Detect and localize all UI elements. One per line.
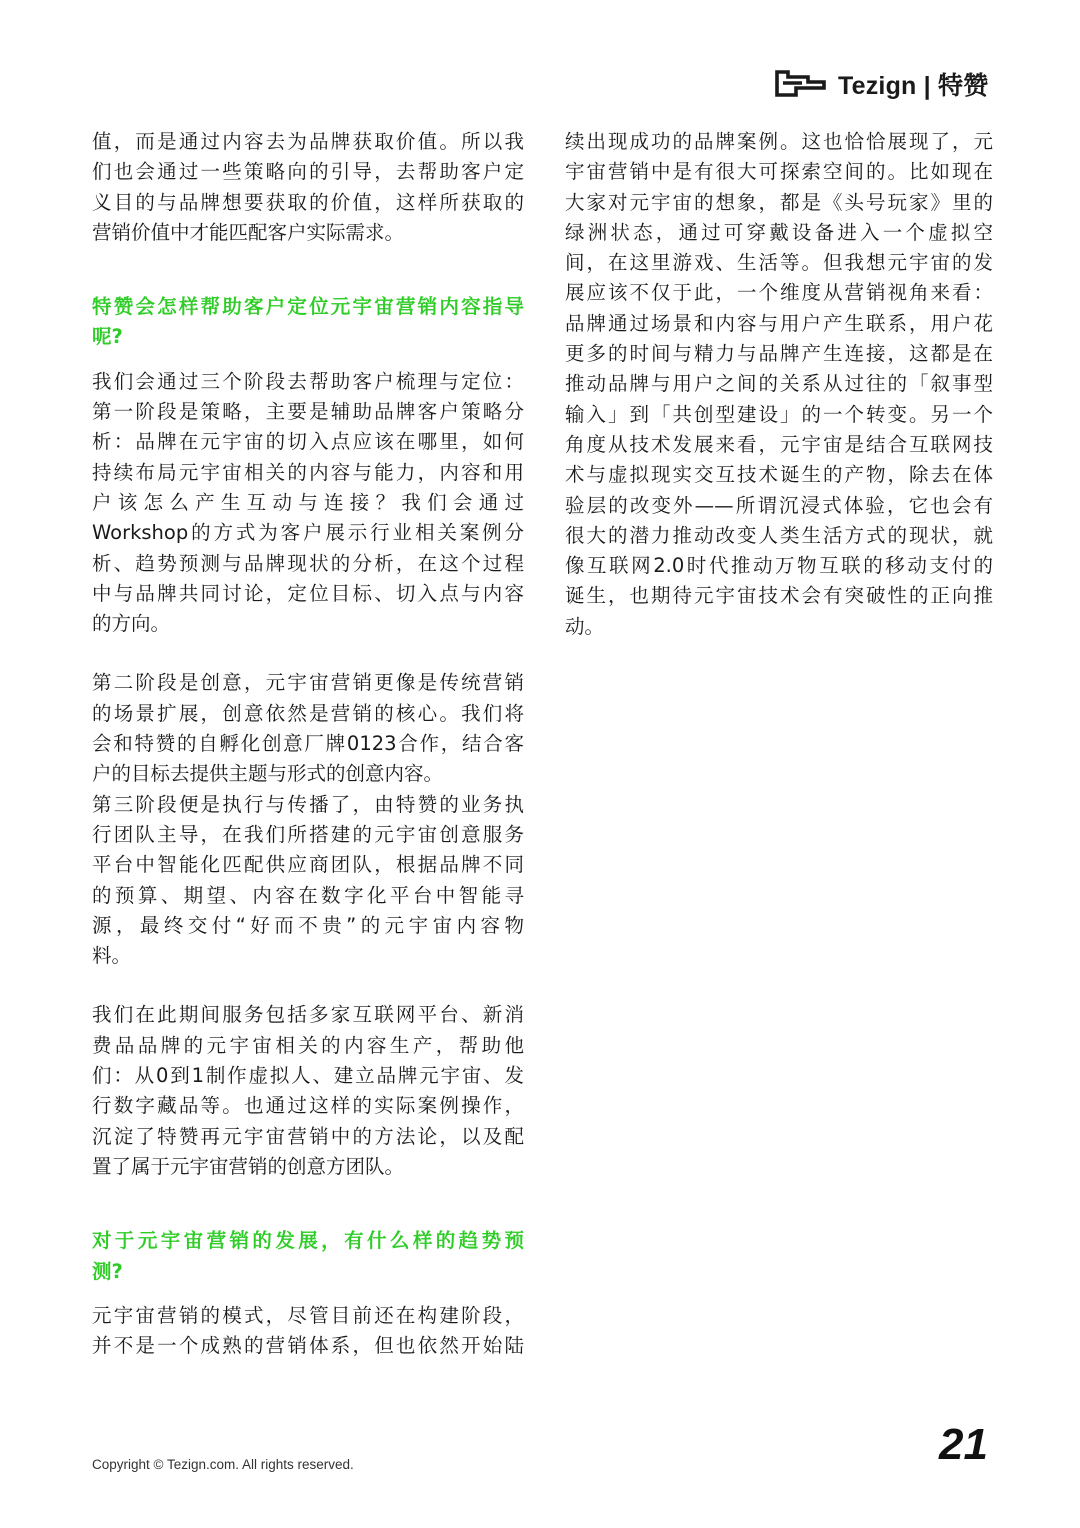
text-line: 我们在此期间服务包括多家互联网平台、新消 (92, 1003, 524, 1027)
text-line: 第三阶段便是执行与传播了，由特赞的业务执 (92, 792, 524, 816)
left-column (92, 127, 524, 1361)
text-line: 们：从0到1制作虚拟人、建立品牌元宇宙、发 (92, 1064, 524, 1088)
text-line: 展应该不仅于此，一个维度从营销视角来看： (565, 281, 993, 305)
brand-name: Tezign | 特赞 (838, 72, 989, 100)
text-line: 析：品牌在元宇宙的切入点应该在哪里，如何 (92, 430, 524, 454)
text-line: 术与虚拟现实交互技术诞生的产物，除去在体 (565, 463, 993, 487)
text-line: 很大的潜力推动改变人类生活方式的现状，就 (565, 523, 993, 547)
text-line: 行数字藏品等。也通过这样的实际案例操作， (92, 1094, 524, 1118)
text-line: 输入」到「共创型建设」的一个转变。另一个 (565, 402, 993, 426)
text-line: 角度从技术发展来看，元宇宙是结合互联网技 (565, 432, 993, 456)
text-line: 并不是一个成熟的营销体系，但也依然开始陆 (92, 1334, 524, 1358)
text-line: 置了属于元宇宙营销的创意方团队。 (92, 1154, 405, 1178)
text-line: 第一阶段是策略，主要是辅助品牌客户策略分 (92, 400, 524, 424)
text-line: 大家对元宇宙的想象，都是《头号玩家》里的 (565, 190, 993, 214)
text-line: 户的目标去提供主题与形式的创意内容。 (92, 762, 444, 786)
text-line: 沉淀了特赞再元宇宙营销中的方法论，以及配 (92, 1124, 524, 1148)
text-line: 的预算、期望、内容在数字化平台中智能寻 (92, 883, 524, 907)
heading-line: 对于元宇宙营销的发展，有什么样的趋势预 (92, 1229, 524, 1253)
text-line: 我们会通过三个阶段去帮助客户梳理与定位： (92, 369, 524, 393)
section-heading (92, 292, 524, 353)
text-line: 绿洲状态，通过可穿戴设备进入一个虚拟空 (565, 220, 993, 244)
page-number: 21 (939, 1420, 988, 1469)
text-line: 持续布局元宇宙相关的内容与能力，内容和用 (92, 460, 524, 484)
text-line: 动。 (565, 614, 605, 638)
text-line: 析、趋势预测与品牌现状的分析，在这个过程 (92, 551, 524, 575)
text-line: 料。 (92, 944, 132, 968)
text-line: 诞生，也期待元宇宙技术会有突破性的正向推 (565, 584, 993, 608)
text-line: 的方向。 (92, 612, 171, 636)
tezign-logo-icon (774, 68, 828, 100)
text-line: 品牌通过场景和内容与用户产生联系，用户花 (565, 311, 993, 335)
text-line: 平台中智能化匹配供应商团队，根据品牌不同 (92, 853, 524, 877)
text-line: 元宇宙营销的模式，尽管目前还在构建阶段， (92, 1303, 524, 1327)
text-line: 验层的改变外——所谓沉浸式体验，它也会有 (565, 493, 993, 517)
text-line: 源，最终交付“好而不贵”的元宇宙内容物 (92, 913, 524, 937)
text-line: 费品品牌的元宇宙相关的内容生产，帮助他 (92, 1033, 524, 1057)
text-line: 像互联网2.0时代推动万物互联的移动支付的 (565, 554, 993, 578)
paragraph (92, 367, 524, 640)
paragraph (92, 1000, 524, 1182)
text-line: 营销价值中才能匹配客户实际需求。 (92, 220, 405, 244)
paragraph (92, 668, 524, 971)
text-line: 续出现成功的品牌案例。这也恰恰展现了，元 (565, 130, 993, 153)
paragraph (565, 127, 993, 642)
text-line: 间，在这里游戏、生活等。但我想元宇宙的发 (565, 251, 993, 275)
text-line: 推动品牌与用户之间的关系从过往的「叙事型 (565, 372, 993, 396)
right-column (565, 127, 993, 642)
heading-line: 特赞会怎样帮助客户定位元宇宙营销内容指导 (92, 295, 524, 319)
text-line: 会和特赞的自孵化创意厂牌0123合作，结合客 (92, 732, 524, 756)
text-line: 中与品牌共同讨论，定位目标、切入点与内容 (92, 581, 524, 605)
text-line: 义目的与品牌想要获取的价值，这样所获取的 (92, 190, 524, 214)
section-heading (92, 1226, 524, 1287)
copyright-notice: Copyright © Tezign.com. All rights reserved. (92, 1457, 354, 1472)
heading-line: 测? (92, 1259, 123, 1283)
text-line: 宇宙营销中是有很大可探索空间的。比如现在 (565, 160, 993, 184)
text-line: 第二阶段是创意，元宇宙营销更像是传统营销 (92, 671, 524, 695)
text-line: 们也会通过一些策略向的引导，去帮助客户定 (92, 160, 524, 184)
paragraph (92, 127, 524, 248)
text-line: 的场景扩展，创意依然是营销的核心。我们将 (92, 701, 524, 725)
paragraph (92, 1301, 524, 1362)
text-line: 户该怎么产生互动与连接？我们会通过 (92, 490, 524, 514)
brand-logo (774, 66, 988, 102)
heading-line: 呢? (92, 325, 123, 349)
text-line: 值，而是通过内容去为品牌获取价值。所以我 (92, 130, 524, 153)
text-line: Workshop的方式为客户展示行业相关案例分 (92, 521, 524, 545)
text-line: 更多的时间与精力与品牌产生连接，这都是在 (565, 342, 993, 366)
text-line: 行团队主导，在我们所搭建的元宇宙创意服务 (92, 822, 524, 846)
